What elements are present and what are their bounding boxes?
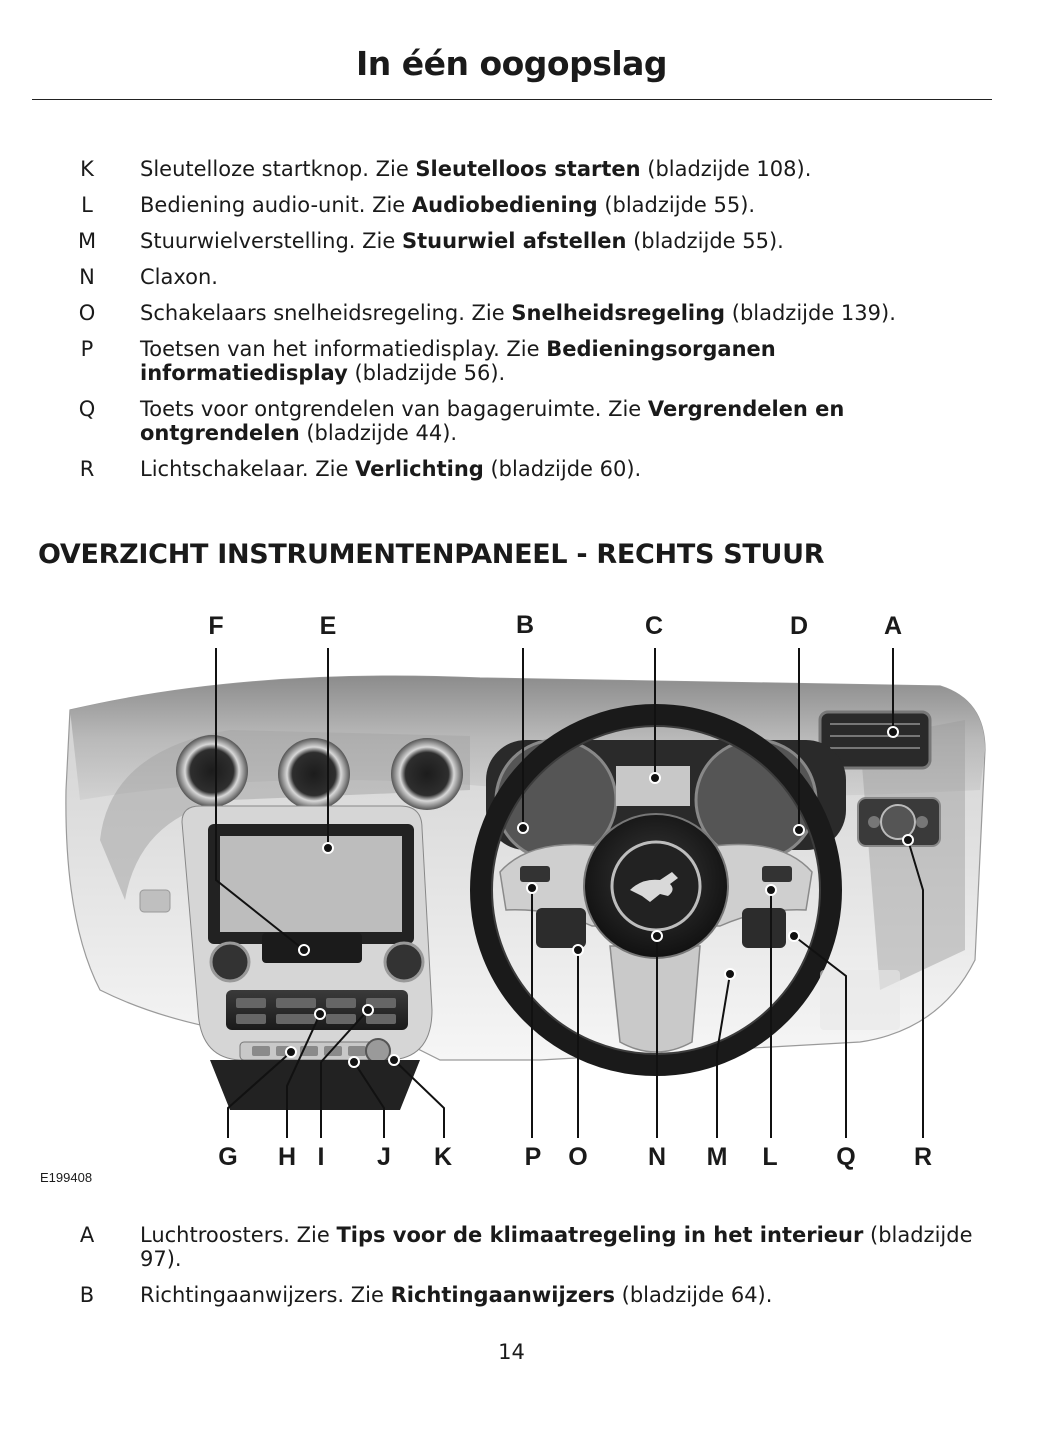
item-letter: A xyxy=(79,1223,95,1247)
item-reference: Snelheidsregeling xyxy=(511,301,726,325)
callout-i: I xyxy=(317,1143,325,1171)
item-reference: Sleutelloos starten xyxy=(415,157,641,181)
item-letter: N xyxy=(79,265,95,289)
list-item xyxy=(0,229,1055,253)
item-letter: O xyxy=(78,301,96,325)
item-page: (bladzijde 97). xyxy=(140,1223,973,1271)
callout-l: L xyxy=(762,1143,778,1171)
item-page: (bladzijde 55). xyxy=(626,229,784,253)
callout-n: N xyxy=(647,1143,667,1171)
item-reference: Audiobediening xyxy=(411,193,598,217)
callout-q: Q xyxy=(836,1143,856,1171)
callout-f: F xyxy=(208,612,224,640)
callout-k: K xyxy=(433,1143,453,1171)
center-display-screen xyxy=(220,836,402,932)
item-reference: Bedieningsorganen informatiedisplay xyxy=(140,337,776,385)
callout-j: J xyxy=(377,1143,391,1171)
callout-b: B xyxy=(515,611,535,639)
item-letter: Q xyxy=(78,397,96,421)
title-divider xyxy=(32,99,992,100)
callout-d: D xyxy=(789,612,809,640)
dashboard-figure xyxy=(0,590,1055,1200)
section-heading: OVERZICHT INSTRUMENTENPANEEL - RECHTS STUUR xyxy=(38,539,825,570)
item-text: Claxon. xyxy=(140,265,218,289)
figure-id: E199408 xyxy=(40,1170,93,1185)
callout-o: O xyxy=(568,1143,588,1171)
item-text: Stuurwielverstelling. Zie xyxy=(140,229,402,253)
page-title: In één oogopslag xyxy=(355,44,668,83)
callout-h: H xyxy=(277,1143,297,1171)
list-item xyxy=(0,397,1055,445)
item-page: (bladzijde 60). xyxy=(483,457,642,481)
air-vents-center xyxy=(176,735,463,810)
item-text: Sleutelloze startknop. Zie xyxy=(140,157,416,181)
item-reference: Verlichting xyxy=(355,457,484,481)
item-text: Lichtschakelaar. Zie xyxy=(140,457,356,481)
list-item xyxy=(0,457,1055,481)
start-button xyxy=(366,1039,390,1063)
item-reference: Richtingaanwijzers xyxy=(390,1283,615,1307)
item-letter: P xyxy=(80,337,94,361)
item-page: (bladzijde 44). xyxy=(299,421,458,445)
legend-list-bottom xyxy=(0,1223,1055,1319)
list-item xyxy=(0,193,1055,217)
callout-c: C xyxy=(644,612,664,640)
list-item xyxy=(0,265,1055,289)
callout-p: P xyxy=(524,1143,542,1171)
item-text: Toets voor ontgrendelen van bagageruimte. Zie xyxy=(140,397,648,421)
list-item xyxy=(0,1223,1055,1271)
callout-m: M xyxy=(706,1143,728,1171)
item-letter: R xyxy=(79,457,95,481)
item-text: Luchtroosters. Zie xyxy=(140,1223,337,1247)
item-page: (bladzijde 56). xyxy=(347,361,506,385)
list-item xyxy=(0,1283,1055,1307)
item-letter: K xyxy=(80,157,94,181)
item-text: Bediening audio-unit. Zie xyxy=(140,193,412,217)
item-letter: L xyxy=(81,193,93,217)
dashboard-illustration xyxy=(0,590,1055,1200)
item-letter: B xyxy=(79,1283,95,1307)
light-switch xyxy=(858,798,940,846)
info-display xyxy=(616,766,690,806)
item-reference: Tips voor de klimaatregeling in het interieur xyxy=(336,1223,864,1247)
item-text: Schakelaars snelheidsregeling. Zie xyxy=(140,301,512,325)
item-reference: Vergrendelen en ontgrendelen xyxy=(140,397,845,445)
item-page: (bladzijde 108). xyxy=(640,157,812,181)
list-item xyxy=(0,337,1055,385)
item-text: Richtingaanwijzers. Zie xyxy=(140,1283,391,1307)
callout-e: E xyxy=(319,612,337,640)
callout-g: G xyxy=(218,1143,238,1171)
item-letter: M xyxy=(77,229,97,253)
item-page: (bladzijde 139). xyxy=(725,301,896,325)
item-reference: Stuurwiel afstellen xyxy=(401,229,627,253)
callout-a: A xyxy=(883,612,903,640)
legend-list-top xyxy=(0,157,1055,493)
item-page: (bladzijde 64). xyxy=(614,1283,773,1307)
list-item xyxy=(0,157,1055,181)
item-text: Toetsen van het informatiedisplay. Zie xyxy=(140,337,547,361)
item-page: (bladzijde 55). xyxy=(597,193,756,217)
callout-r: R xyxy=(913,1143,933,1171)
list-item xyxy=(0,301,1055,325)
page-number: 14 xyxy=(498,1340,525,1364)
